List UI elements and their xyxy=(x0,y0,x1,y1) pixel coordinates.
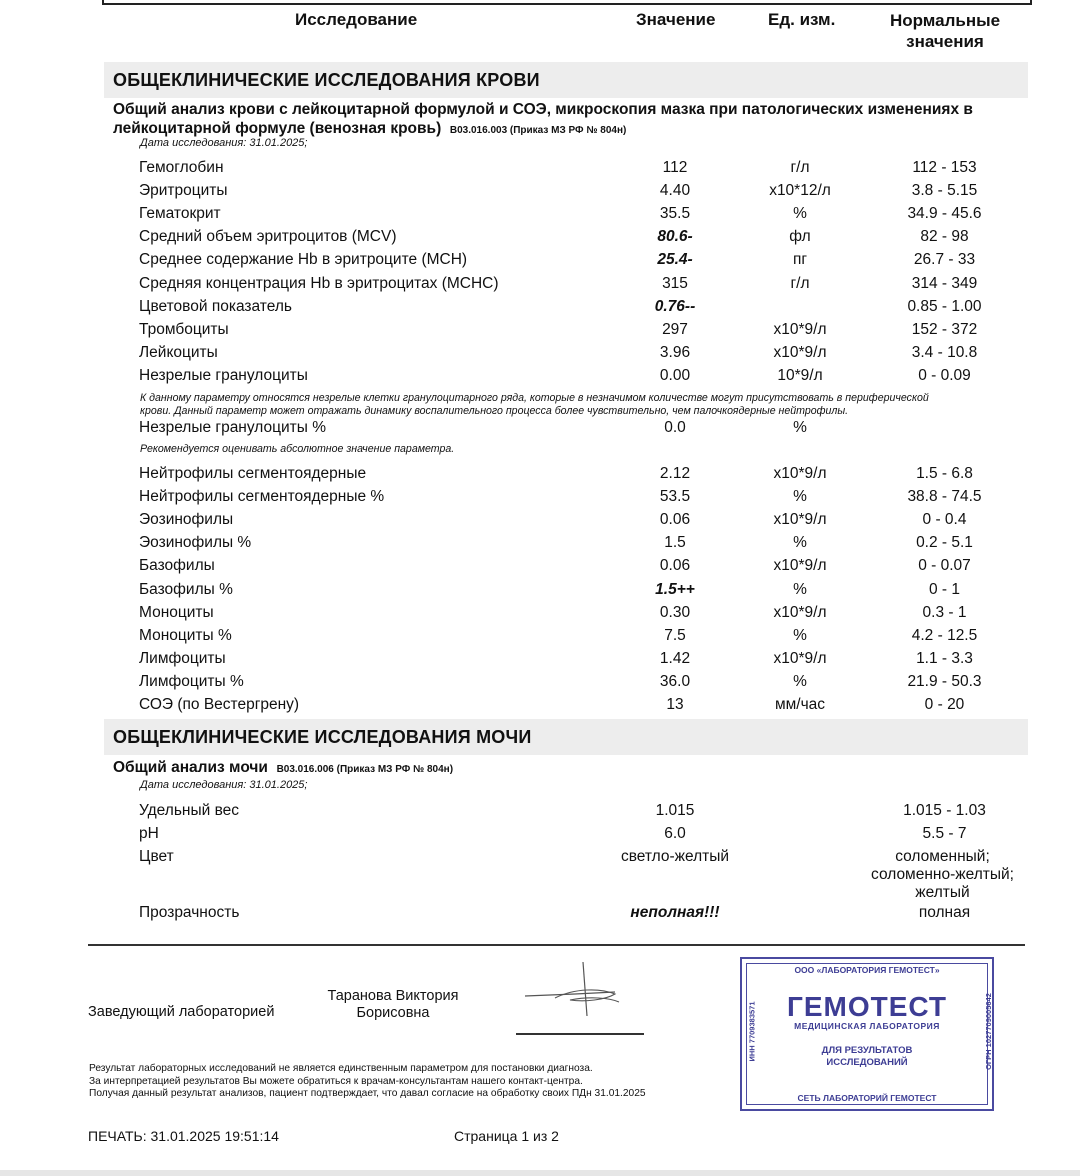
result-name: СОЭ (по Вестергрену) xyxy=(139,696,300,713)
table-row xyxy=(0,650,1080,673)
result-name: Лейкоциты xyxy=(139,343,218,361)
result-name: Цвет xyxy=(139,848,174,865)
blood-date: Дата исследования: 31.01.2025; xyxy=(140,137,308,149)
stamp-subtitle: МЕДИЦИНСКАЯ ЛАБОРАТОРИЯ xyxy=(794,1021,940,1031)
result-ref: 4.2 - 12.5 xyxy=(911,626,978,644)
lab-stamp xyxy=(740,957,994,1111)
handwritten-signature xyxy=(515,958,645,1040)
stamp-inner-frame xyxy=(746,963,988,1105)
result-name: Моноциты xyxy=(139,603,214,621)
result-value: 13 xyxy=(666,696,684,713)
result-ref: 0 - 0.09 xyxy=(918,366,971,384)
result-value: 53.5 xyxy=(659,488,691,506)
stamp-inn: ИНН 7709383571 xyxy=(747,1001,757,1062)
result-value: 0.76-- xyxy=(654,297,696,315)
signature-name-line2: Борисовна xyxy=(356,1005,430,1021)
header-test: Исследование xyxy=(295,10,418,29)
table-row xyxy=(0,205,1080,228)
section-blood xyxy=(104,62,1028,98)
table-row xyxy=(0,825,1080,848)
result-name: Тромбоциты xyxy=(139,320,229,338)
table-row xyxy=(0,321,1080,344)
result-unit: % xyxy=(793,580,807,598)
table-top-frame xyxy=(102,0,1032,5)
result-ref: 3.4 - 10.8 xyxy=(911,343,978,361)
table-row xyxy=(0,534,1080,557)
table-row xyxy=(0,802,1080,825)
result-unit: г/л xyxy=(790,274,810,292)
result-ref: 152 - 372 xyxy=(911,320,978,338)
section-urine xyxy=(104,719,1028,755)
result-unit: г/л xyxy=(790,159,810,176)
result-ref: 82 - 98 xyxy=(920,228,969,246)
result-unit: 10*9/л xyxy=(777,366,823,384)
result-ref: 314 - 349 xyxy=(911,274,978,292)
result-ref: 34.9 - 45.6 xyxy=(907,205,982,223)
result-ref: 3.8 - 5.15 xyxy=(911,182,978,200)
blood-title-line1: Общий анализ крови с лейкоцитарной формулой и СОЭ, микроскопия мазка при патологических изменениях в xyxy=(113,101,973,118)
result-ref: 5.5 - 7 xyxy=(922,825,967,842)
result-name: Удельный вес xyxy=(139,802,240,819)
result-unit: % xyxy=(793,488,807,506)
result-ref: 0 - 0.4 xyxy=(922,511,967,529)
result-name: Нейтрофилы сегментоядерные xyxy=(139,465,367,482)
result-name: Базофилы % xyxy=(139,580,233,598)
result-unit: мм/час xyxy=(774,696,826,713)
result-value: 0.0 xyxy=(664,419,686,436)
result-unit: x10*12/л xyxy=(769,182,831,200)
header-ref-line2: значения xyxy=(906,32,984,51)
result-name: Гематокрит xyxy=(139,205,221,223)
result-unit: % xyxy=(793,672,807,690)
result-value: 3.96 xyxy=(659,343,691,361)
result-value: 0.00 xyxy=(659,366,691,384)
urine-test-title xyxy=(113,758,453,779)
result-name: Эритроциты xyxy=(139,182,228,200)
result-unit: x10*9/л xyxy=(773,320,827,338)
immature-note-line2: крови. Данный параметр может отражать динамику воспалительного процесса более чувствительно, чем палочкоядерные нейтрофилы. xyxy=(140,405,849,417)
stamp-mid-line1: ДЛЯ РЕЗУЛЬТАТОВ xyxy=(821,1045,913,1056)
table-row xyxy=(0,275,1080,298)
urine-code: B03.016.006 (Приказ МЗ РФ № 804н) xyxy=(276,764,454,775)
disclaimer-line3: Получая данный результат анализов, пациент подтверждает, что давал согласие на обработку своих ПДн 31.01.2025 xyxy=(89,1088,646,1099)
print-timestamp: ПЕЧАТЬ: 31.01.2025 19:51:14 xyxy=(88,1128,279,1144)
header-unit: Ед. изм. xyxy=(768,10,836,29)
result-ref: 112 - 153 xyxy=(912,159,977,176)
result-unit: x10*9/л xyxy=(773,511,827,529)
result-ref: 0 - 20 xyxy=(924,696,965,713)
table-row xyxy=(0,182,1080,205)
result-value: 4.40 xyxy=(659,182,691,200)
table-row xyxy=(0,627,1080,650)
signature-role: Заведующий лабораторией xyxy=(88,1004,275,1020)
result-ref: 0 - 0.07 xyxy=(918,557,971,575)
result-unit: фл xyxy=(789,228,811,246)
result-name: Средняя концентрация Hb в эритроцитах (MCHC) xyxy=(139,274,499,292)
table-row xyxy=(0,465,1080,488)
urine-date: Дата исследования: 31.01.2025; xyxy=(140,779,308,791)
result-unit: x10*9/л xyxy=(773,603,827,621)
result-value: 35.5 xyxy=(659,205,691,223)
result-unit: x10*9/л xyxy=(773,465,827,482)
result-ref xyxy=(860,848,1025,902)
table-row xyxy=(0,419,1080,442)
result-name: Прозрачность xyxy=(139,904,240,921)
result-value: 1.5++ xyxy=(655,580,695,598)
disclaimer-line2: За интерпретацией результатов Вы можете обратиться к врачам-консультантам нашего контакт-центра. xyxy=(89,1075,583,1087)
table-row xyxy=(0,298,1080,321)
result-unit: % xyxy=(793,534,807,552)
table-row xyxy=(0,488,1080,511)
result-ref: полная xyxy=(918,904,971,921)
result-ref-line3: желтый xyxy=(915,884,970,901)
result-value: неполная!!! xyxy=(630,904,720,921)
table-row xyxy=(0,228,1080,251)
result-unit: % xyxy=(793,626,807,644)
result-value: 1.5 xyxy=(664,534,686,552)
urine-title-text: Общий анализ мочи xyxy=(113,759,268,776)
result-value: 112 xyxy=(662,159,688,176)
result-value: 0.06 xyxy=(659,557,691,575)
table-row xyxy=(0,557,1080,580)
result-ref: 1.015 - 1.03 xyxy=(903,802,986,819)
result-name: Эозинофилы xyxy=(139,511,234,529)
result-name: Гемоглобин xyxy=(139,159,224,176)
result-name: Лимфоциты xyxy=(139,649,226,667)
header-value: Значение xyxy=(636,10,716,29)
result-ref: 26.7 - 33 xyxy=(913,251,976,269)
blood-test-title xyxy=(113,100,973,140)
page-number: Страница 1 из 2 xyxy=(454,1128,559,1144)
result-ref: 0.85 - 1.00 xyxy=(907,297,982,315)
table-row xyxy=(0,904,1080,927)
result-name: Незрелые гранулоциты % xyxy=(139,419,326,436)
result-unit: x10*9/л xyxy=(773,557,827,575)
result-name: Лимфоциты % xyxy=(139,672,244,690)
section-urine-title: ОБЩЕКЛИНИЧЕСКИЕ ИССЛЕДОВАНИЯ МОЧИ xyxy=(113,727,532,747)
result-unit: % xyxy=(793,205,807,223)
result-value: 36.0 xyxy=(659,672,691,690)
table-row xyxy=(0,581,1080,604)
result-unit: x10*9/л xyxy=(773,343,827,361)
header-ref-line1: Нормальные xyxy=(889,11,1001,30)
result-ref: 1.1 - 3.3 xyxy=(916,649,973,667)
page-bottom-edge xyxy=(0,1170,1080,1176)
result-value: 2.12 xyxy=(659,465,691,482)
result-value: светло-желтый xyxy=(620,848,730,865)
result-value: 1.42 xyxy=(659,649,691,667)
blood-title-line2-text: лейкоцитарной формуле (венозная кровь) xyxy=(113,120,442,137)
result-value: 7.5 xyxy=(664,626,686,644)
result-ref-line1: соломенный; xyxy=(895,848,990,865)
table-row xyxy=(0,673,1080,696)
result-name: Среднее содержание Hb в эритроците (MCH) xyxy=(139,251,468,269)
table-row xyxy=(0,848,1080,908)
result-unit: % xyxy=(793,419,807,436)
divider xyxy=(88,944,1025,946)
result-ref: 0.3 - 1 xyxy=(922,603,967,621)
signature-name xyxy=(318,988,468,1022)
result-name: Цветовой показатель xyxy=(139,297,292,315)
result-value: 0.30 xyxy=(659,603,691,621)
table-row xyxy=(0,367,1080,390)
result-ref: 38.8 - 74.5 xyxy=(907,488,982,506)
table-row xyxy=(0,159,1080,182)
table-row xyxy=(0,251,1080,274)
immature-pct-note: Рекомендуется оценивать абсолютное значение параметра. xyxy=(140,443,455,455)
table-row xyxy=(0,511,1080,534)
result-ref: 0.2 - 5.1 xyxy=(916,534,973,552)
result-name: Нейтрофилы сегментоядерные % xyxy=(139,488,385,506)
result-unit: x10*9/л xyxy=(773,649,827,667)
result-name: Средний объем эритроцитов (MCV) xyxy=(139,228,397,246)
result-ref: 0 - 1 xyxy=(928,580,960,598)
immature-note xyxy=(140,392,929,418)
table-row xyxy=(0,696,1080,719)
result-value: 0.06 xyxy=(659,511,691,529)
disclaimer xyxy=(89,1063,646,1101)
result-ref-line2: соломенно-желтый; xyxy=(871,866,1014,883)
header-ref xyxy=(887,10,1003,52)
signature-name-line1: Таранова Виктория xyxy=(327,988,459,1004)
result-name: Моноциты % xyxy=(139,626,232,644)
result-name: Эозинофилы % xyxy=(139,534,252,552)
result-ref: 21.9 - 50.3 xyxy=(907,672,982,690)
disclaimer-line1: Результат лабораторных исследований не является единственным параметром для постановки диагноза. xyxy=(89,1063,593,1074)
section-blood-title: ОБЩЕКЛИНИЧЕСКИЕ ИССЛЕДОВАНИЯ КРОВИ xyxy=(113,70,540,90)
blood-code: B03.016.003 (Приказ МЗ РФ № 804н) xyxy=(449,125,627,136)
result-value: 80.6- xyxy=(657,228,693,246)
result-value: 25.4- xyxy=(657,251,693,269)
result-ref: 1.5 - 6.8 xyxy=(916,465,973,482)
stamp-top-text: ООО «ЛАБОРАТОРИЯ ГЕМОТЕСТ» xyxy=(794,965,940,975)
stamp-middle-text xyxy=(742,1045,992,1069)
stamp-bottom-text: СЕТЬ ЛАБОРАТОРИЙ ГЕМОТЕСТ xyxy=(797,1093,937,1103)
result-name: Базофилы xyxy=(139,557,215,575)
stamp-brand: ГЕМОТЕСТ xyxy=(786,991,948,1022)
stamp-mid-line2: ИССЛЕДОВАНИЙ xyxy=(826,1057,908,1068)
result-name: pH xyxy=(139,825,159,842)
result-value: 6.0 xyxy=(664,825,686,842)
result-name: Незрелые гранулоциты xyxy=(139,366,308,384)
stamp-ogrn: ОГРН 1027709005642 xyxy=(984,993,994,1070)
immature-note-line1: К данному параметру относятся незрелые клетки гранулоцитарного ряда, которые в незначимом количестве могут присутствовать в периферической xyxy=(140,392,929,404)
result-unit: пг xyxy=(792,251,808,269)
table-row xyxy=(0,344,1080,367)
result-value: 315 xyxy=(662,274,688,292)
result-value: 297 xyxy=(662,320,688,338)
result-value: 1.015 xyxy=(655,802,695,819)
table-row xyxy=(0,604,1080,627)
